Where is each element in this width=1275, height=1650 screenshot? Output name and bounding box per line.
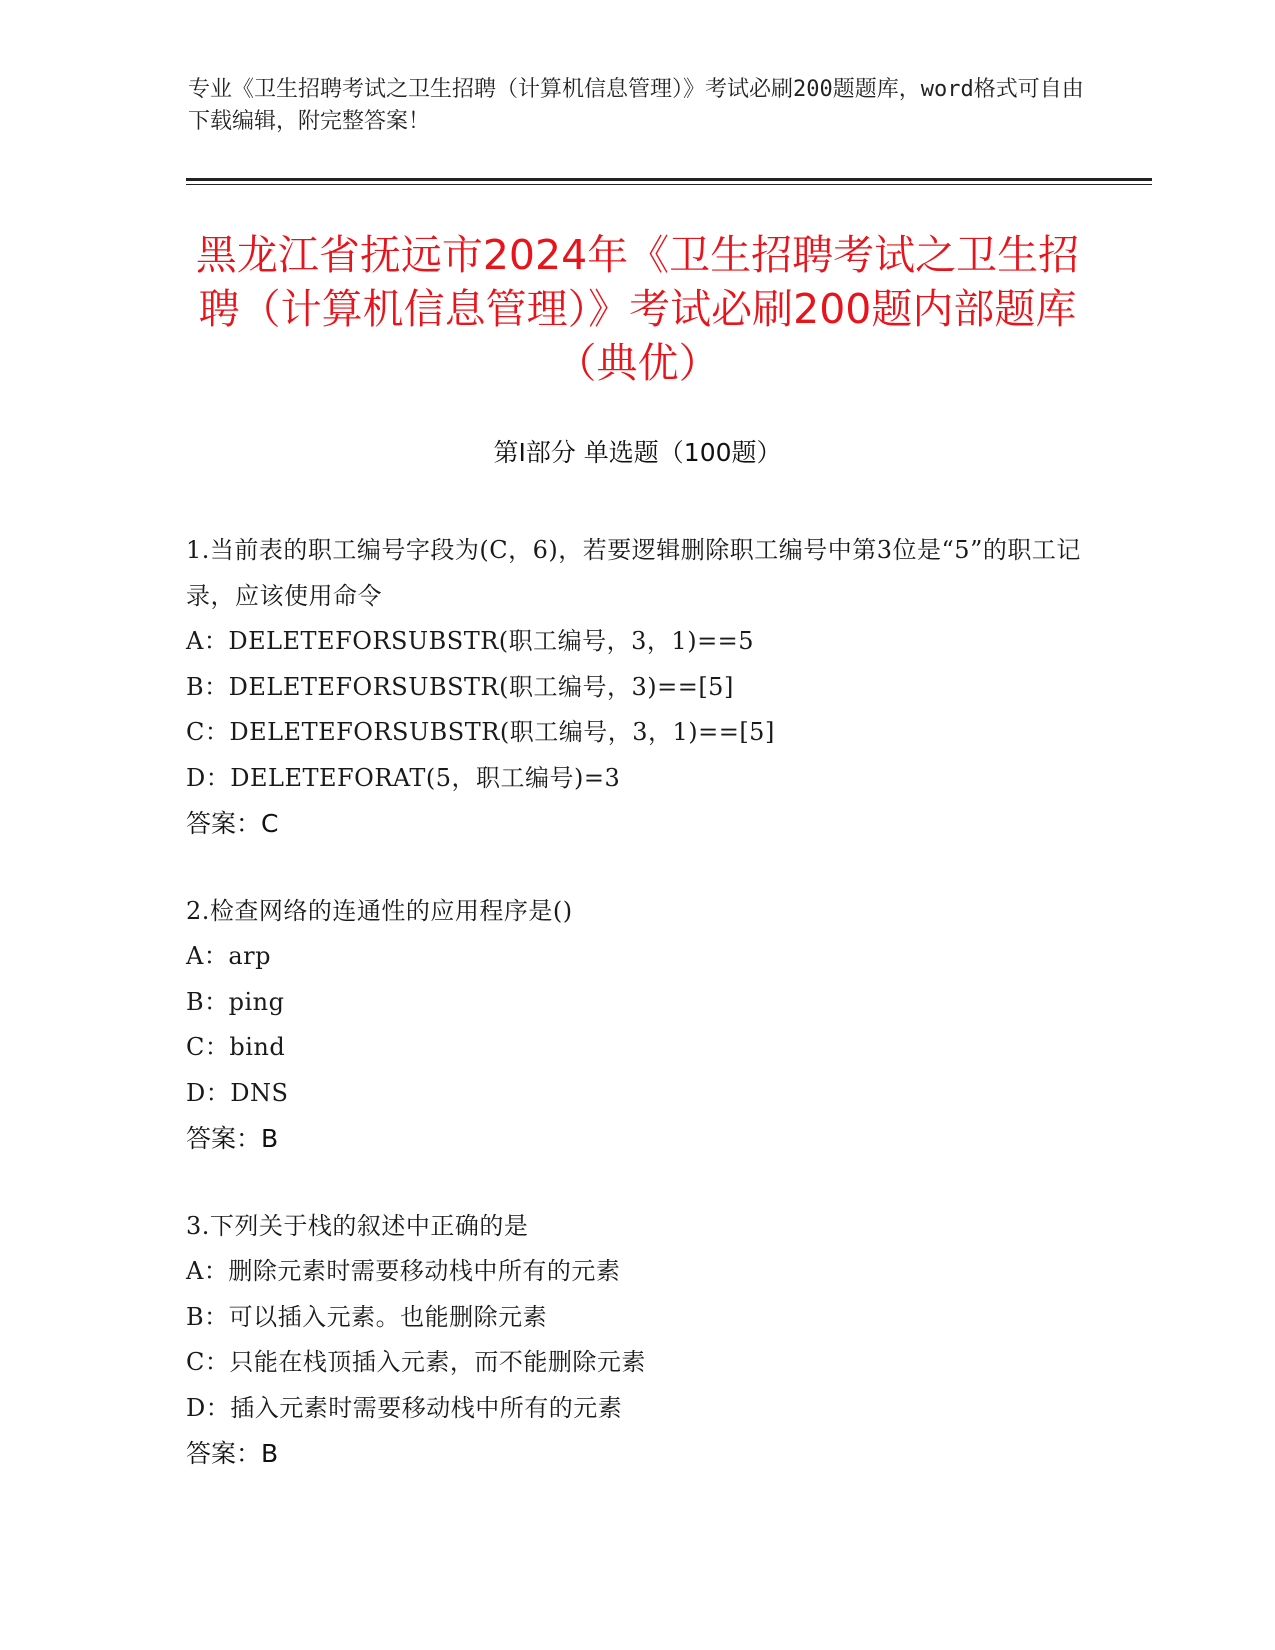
option-d: D：DNS xyxy=(186,1078,289,1107)
option-c: C：DELETEFORSUBSTR(职工编号，3，1)==[5] xyxy=(186,718,775,746)
document-title: 黑龙江省抚远市2024年《卫生招聘考试之卫生招聘（计算机信息管理）》考试必刷200题内部题库（典优） xyxy=(195,231,1080,387)
option-a: A：arp xyxy=(186,942,271,970)
option-b: B：可以插入元素。也能删除元素 xyxy=(186,1302,548,1331)
option-b: B：ping xyxy=(186,987,285,1016)
question-list xyxy=(186,528,1086,1519)
option-d: D：DELETEFORAT(5，职工编号)=3 xyxy=(186,763,621,792)
question-1 xyxy=(186,528,1086,847)
question-stem: 2.检查网络的连通性的应用程序是() xyxy=(186,896,573,925)
option-b: B：DELETEFORSUBSTR(职工编号，3)==[5] xyxy=(186,672,734,701)
answer-label: 答案：B xyxy=(186,1439,279,1468)
answer-label: 答案：C xyxy=(186,809,279,838)
question-stem: 3.下列关于栈的叙述中正确的是 xyxy=(186,1211,529,1240)
question-3 xyxy=(186,1204,1086,1477)
header-divider-thin xyxy=(186,184,1152,185)
header-note: 专业《卫生招聘考试之卫生招聘（计算机信息管理）》考试必刷200题题库，word格式可自由下载编辑，附完整答案！ xyxy=(188,77,1084,134)
option-a: A：删除元素时需要移动栈中所有的元素 xyxy=(186,1257,621,1285)
option-c: C：只能在栈顶插入元素，而不能删除元素 xyxy=(186,1348,646,1376)
option-a: A：DELETEFORSUBSTR(职工编号，3，1)==5 xyxy=(186,627,755,655)
section-title: 第Ⅰ部分 单选题（100题） xyxy=(493,438,782,467)
option-d: D：插入元素时需要移动栈中所有的元素 xyxy=(186,1393,623,1422)
answer-label: 答案：B xyxy=(186,1124,279,1153)
question-stem: 1.当前表的职工编号字段为(C，6)，若要逻辑删除职工编号中第3位是“5”的职工记录，应该使用命令 xyxy=(186,536,1081,610)
option-c: C：bind xyxy=(186,1033,286,1061)
question-2 xyxy=(186,889,1086,1162)
header-divider-thick xyxy=(186,178,1152,181)
